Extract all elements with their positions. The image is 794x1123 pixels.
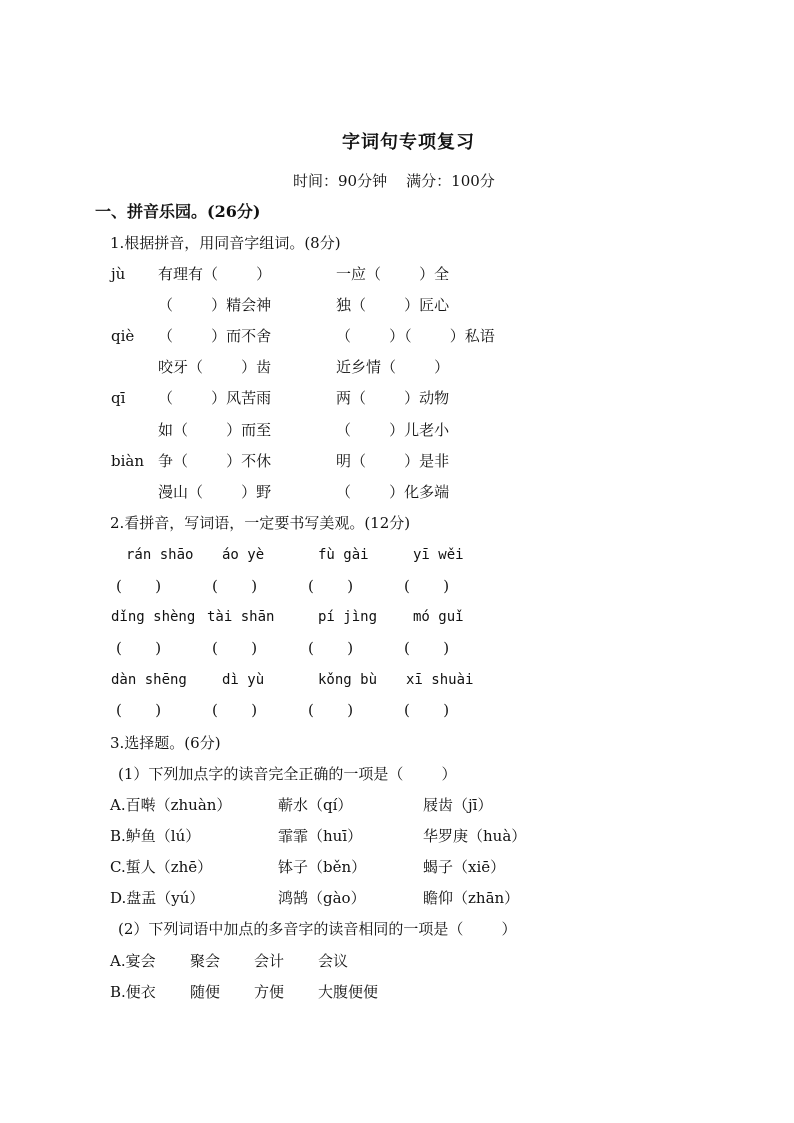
pinyin-prompt: áo yè: [222, 547, 265, 563]
fill-blank-item: （ ）而不舍: [158, 327, 272, 345]
sub-question-prompt: (2）下列词语中加点的多音字的读音相同的一项是（ ）: [118, 920, 517, 938]
answer-blank: ( ): [308, 701, 354, 719]
option-item: B.鲈鱼（lú）: [110, 827, 201, 845]
option-item: D.盘盂（yú）: [110, 889, 205, 907]
option-item: 会议: [318, 952, 349, 970]
fill-blank-item: （ ）风苦雨: [158, 389, 272, 407]
option-item: B.便衣: [110, 983, 156, 1001]
option-item: 霏霏（huī）: [278, 827, 363, 845]
fill-blank-item: 如（ ）而至: [158, 421, 272, 439]
answer-blank: ( ): [308, 577, 354, 595]
fill-blank-item: 漫山（ ）野: [158, 483, 272, 501]
pinyin-prompt: mó guǐ: [413, 609, 464, 625]
answer-blank: ( ): [116, 639, 162, 657]
option-item: C.蜇人（zhē）: [110, 858, 213, 876]
option-item: 鸿鹄（gào）: [278, 889, 366, 907]
answer-blank: ( ): [116, 577, 162, 595]
exam-meta: 时间：90分钟 满分：100分: [293, 172, 495, 190]
answer-blank: ( ): [404, 701, 450, 719]
pinyin-label: jù: [111, 265, 126, 283]
fill-blank-item: （ ）精会神: [158, 296, 272, 314]
option-item: 钵子（běn）: [278, 858, 367, 876]
option-item: 聚会: [190, 952, 221, 970]
fill-blank-item: 近乡情（ ）: [336, 358, 450, 376]
option-item: A.百啭（zhuàn）: [110, 796, 232, 814]
option-item: 蕲水（qí）: [278, 796, 353, 814]
fill-blank-item: 一应（ ）全: [336, 265, 450, 283]
option-item: 方便: [254, 983, 285, 1001]
pinyin-label: qiè: [111, 327, 135, 345]
answer-blank: ( ): [116, 701, 162, 719]
answer-blank: ( ): [404, 577, 450, 595]
option-item: 华罗庚（huà）: [423, 827, 527, 845]
section-heading: 一、拼音乐园。(26分): [95, 202, 261, 221]
pinyin-prompt: tài shān: [207, 609, 275, 625]
pinyin-prompt: kǒng bù: [318, 672, 378, 688]
pinyin-prompt: fù gài: [318, 547, 369, 563]
answer-blank: ( ): [308, 639, 354, 657]
pinyin-prompt: dàn shēng: [111, 672, 187, 688]
fill-blank-item: 明（ ）是非: [336, 452, 450, 470]
question-prompt: 1.根据拼音，用同音字组词。(8分): [110, 234, 341, 252]
fill-blank-item: （ ）化多端: [336, 483, 450, 501]
option-item: 瞻仰（zhān）: [423, 889, 520, 907]
sub-question-prompt: (1）下列加点字的读音完全正确的一项是（ ）: [118, 765, 457, 783]
fill-blank-item: （ ）儿老小: [336, 421, 450, 439]
pinyin-prompt: dì yù: [222, 672, 265, 688]
answer-blank: ( ): [212, 701, 258, 719]
fill-blank-item: 咬牙（ ）齿: [158, 358, 272, 376]
option-item: 随便: [190, 983, 221, 1001]
fill-blank-item: 独（ ）匠心: [336, 296, 450, 314]
pinyin-label: biàn: [111, 452, 145, 470]
fill-blank-item: 两（ ）动物: [336, 389, 450, 407]
pinyin-prompt: rán shāo: [126, 547, 194, 563]
answer-blank: ( ): [212, 639, 258, 657]
option-item: A.宴会: [110, 952, 156, 970]
pinyin-prompt: xī shuài: [406, 672, 474, 688]
option-item: 蝎子（xiē）: [423, 858, 506, 876]
fill-blank-item: 有理有（ ）: [158, 265, 272, 283]
pinyin-prompt: pí jìng: [318, 609, 378, 625]
pinyin-prompt: yī wěi: [413, 547, 464, 563]
option-item: 大腹便便: [318, 983, 379, 1001]
fill-blank-item: （ ）（ ）私语: [336, 327, 495, 345]
question-prompt: 2.看拼音，写词语，一定要书写美观。(12分): [110, 514, 411, 532]
option-item: 屐齿（jī）: [423, 796, 493, 814]
page-title: 字词句专项复习: [342, 132, 475, 153]
option-item: 会计: [254, 952, 285, 970]
answer-blank: ( ): [212, 577, 258, 595]
pinyin-prompt: dǐng shèng: [111, 609, 196, 625]
pinyin-label: qī: [111, 389, 126, 407]
question-prompt: 3.选择题。(6分): [110, 734, 221, 752]
answer-blank: ( ): [404, 639, 450, 657]
fill-blank-item: 争（ ）不休: [158, 452, 272, 470]
